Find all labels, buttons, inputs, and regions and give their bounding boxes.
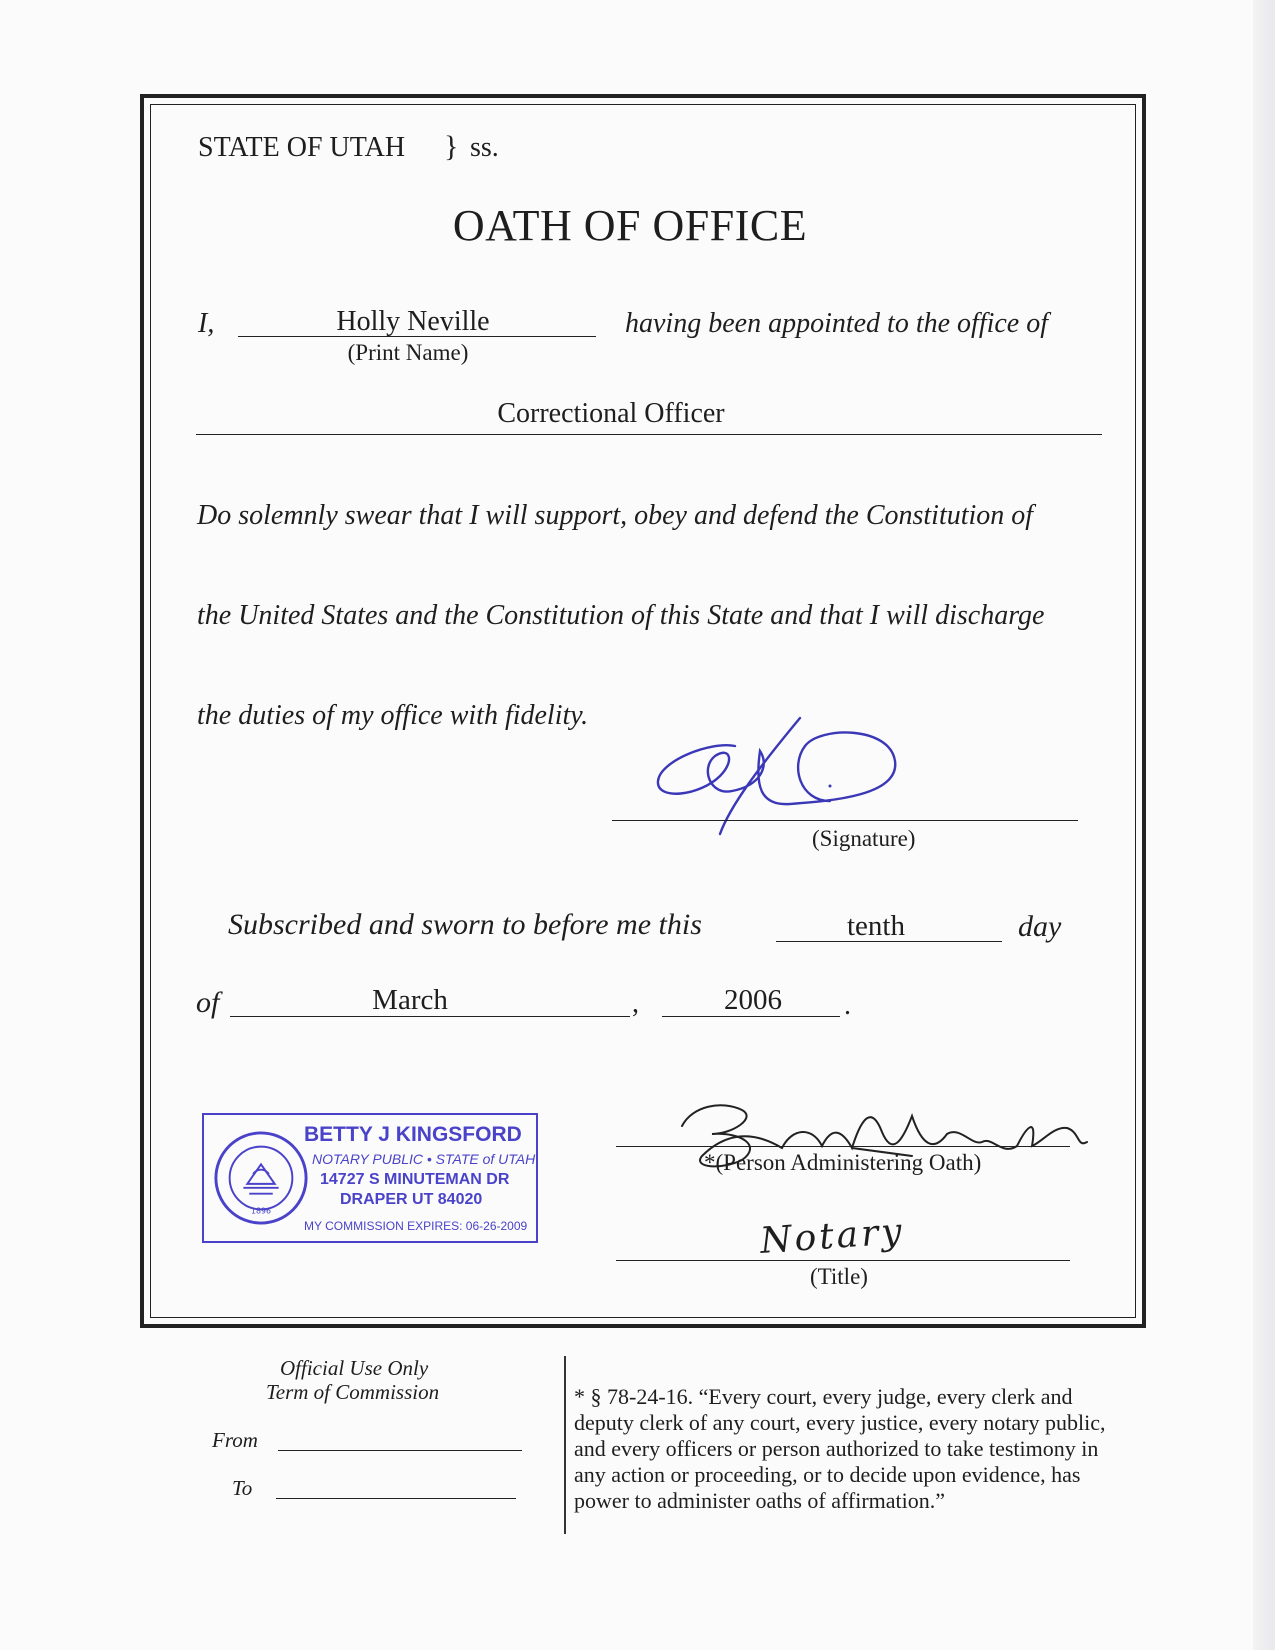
notary-line-4: MY COMMISSION EXPIRES: 06-26-2009 [304,1219,528,1233]
pronoun-i: I, [198,308,215,339]
official-use-heading: Official Use Only [280,1356,429,1380]
footnote-line-2: deputy clerk of any court, every justice, every notary public, [574,1410,1106,1435]
day-underline [776,941,1002,942]
date-comma: , [632,988,639,1019]
administrator-caption: *(Person Administering Oath) [704,1150,982,1175]
officer-signature [640,706,910,846]
term-of-commission-heading: Term of Commission [266,1380,440,1404]
notary-line-1: NOTARY PUBLIC • STATE of UTAH [312,1151,536,1167]
month-value: March [372,984,448,1016]
title-caption: (Title) [810,1264,868,1289]
to-underline [276,1498,516,1499]
title-underline [616,1260,1070,1261]
office-value: Correctional Officer [497,398,725,429]
appointed-text: having been appointed to the office of [625,308,1049,339]
title-handwritten: Notary [758,1211,906,1262]
seal-year: 1896 [251,1206,271,1216]
notary-name: BETTY J KINGSFORD [304,1123,522,1146]
footnote-line-3: and every officers or person authorized to take testimony in [574,1436,1099,1461]
of-word: of [196,986,220,1019]
signature-underline [612,820,1078,821]
ss-label: ss. [470,132,499,163]
page-title: OATH OF OFFICE [452,201,808,250]
oath-line-1: Do solemnly swear that I will support, obey and defend the Constitution of [197,500,1034,531]
year-underline [662,1016,840,1017]
signature-caption: (Signature) [812,826,916,851]
notary-line-2: 14727 S MINUTEMAN DR [320,1171,510,1188]
day-value: tenth [847,910,905,942]
state-label: STATE OF UTAH [198,132,406,163]
from-underline [278,1450,522,1451]
administrator-underline [616,1146,1070,1147]
month-underline [230,1016,630,1017]
notary-line-3: DRAPER UT 84020 [340,1191,483,1208]
from-label: From [212,1428,258,1452]
state-seal-icon [212,1129,310,1227]
footnote-line-4: any action or proceeding, or to decide upon evidence, has [574,1462,1081,1487]
footnote-line-5: power to administer oaths of affirmation.” [574,1488,946,1513]
notary-stamp [202,1113,538,1243]
name-value: Holly Neville [336,306,490,337]
to-label: To [232,1476,253,1500]
date-period: . [844,990,851,1021]
name-caption: (Print Name) [347,340,469,365]
sworn-intro: Subscribed and sworn to before me this [228,908,702,941]
oath-line-2: the United States and the Constitution of this State and that I will discharge [197,600,1045,631]
oath-line-3: the duties of my office with fidelity. [197,700,589,731]
footer-divider [564,1356,566,1534]
office-underline [196,434,1102,435]
state-brace: } [444,130,459,163]
year-value: 2006 [724,984,782,1016]
footnote-line-1: * § 78-24-16. “Every court, every judge, every clerk and [574,1384,1073,1409]
day-word: day [1018,910,1062,943]
